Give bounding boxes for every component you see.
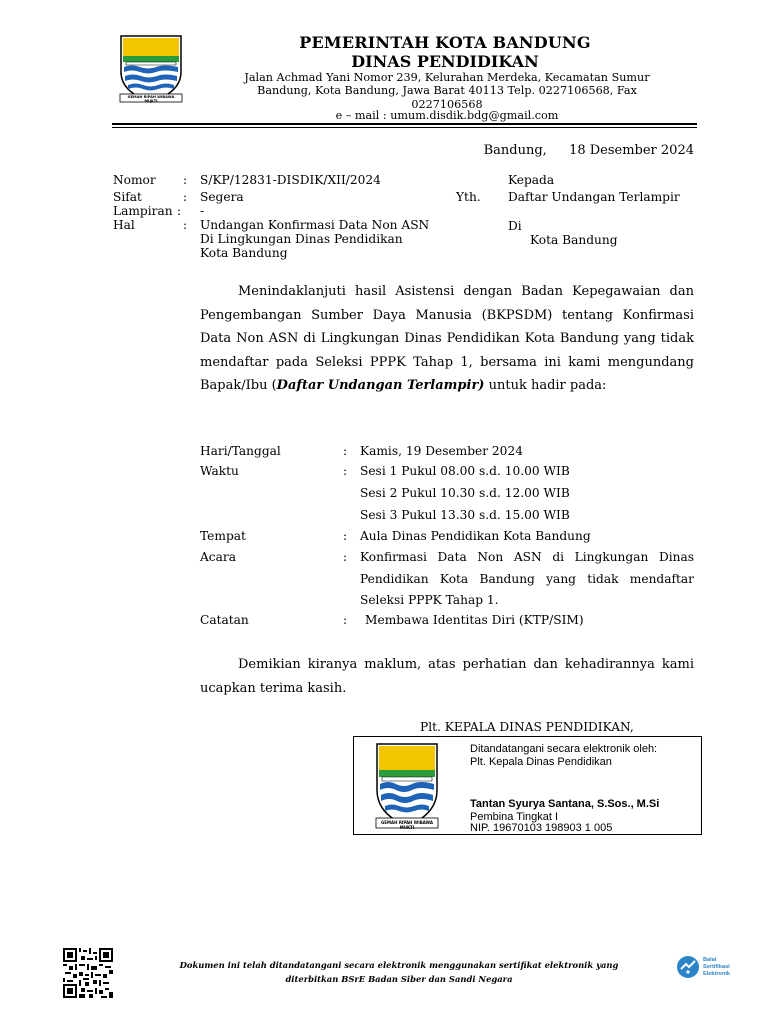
lampiran-colon: : [177,204,182,218]
city-emblem-header [118,34,184,104]
recipient-name: Daftar Undangan Terlampir [508,190,680,204]
address-line-2: Bandung, Kota Bandung, Jawa Barat 40113 Telp. 0227106568, Fax [257,84,637,98]
city-emblem-signature [374,742,440,830]
waktu-label: Waktu [200,464,239,478]
hal-line-3: Kota Bandung [200,246,288,260]
letter-date [460,143,694,158]
address-line-1: Jalan Achmad Yani Nomor 239, Kelurahan Merdeka, Kecamatan Sumur [244,71,650,84]
nomor-colon: : [183,173,188,187]
bsre-logo-icon [676,955,700,983]
government-name: PEMERINTAH KOTA BANDUNG [299,33,591,52]
nomor-label: Nomor [113,173,156,187]
sifat-label: Sifat [113,190,142,204]
recipient-city: Kota Bandung [530,233,618,247]
signer-name: Tantan Syurya Santana, S.Sos., M.Si [470,798,660,810]
hari-value: Kamis, 19 Desember 2024 [360,444,523,458]
lampiran-value: - [200,204,205,218]
recipient-kepada: Kepada [508,173,555,187]
qr-code [63,948,113,998]
signer-role: Plt. Kepala Dinas Pendidikan [470,756,612,768]
session-3: Sesi 3 Pukul 13.30 s.d. 15.00 WIB [360,508,570,522]
hal-colon: : [183,218,188,232]
nomor-value: S/KP/12831-DISDIK/XII/2024 [200,173,381,187]
catatan-colon: : [343,613,348,627]
waktu-colon: : [343,464,348,478]
electronic-signature-box [353,736,702,835]
bsre-line-3: Elektronik [703,971,731,977]
tempat-label: Tempat [200,529,246,543]
bsre-line-1: Balai [703,957,717,963]
lampiran-label: Lampiran [113,204,173,218]
opening-emphasis: Daftar Undangan Terlampir) [276,378,485,393]
hari-colon: : [343,444,348,458]
opening-end: untuk hadir pada: [484,378,607,393]
date-value: 18 Desember 2024 [569,143,694,158]
hal-label: Hal [113,218,135,232]
opening-paragraph [200,280,694,398]
tempat-colon: : [343,529,348,543]
opening-text: Menindaklanjuti hasil Asistensi dengan Badan Kepegawaian dan Pengembangan Sumber Daya Manusia (BKPSDM) tentang Konfirmasi Data Non ASN di Lingkungan Dinas Pendidikan Kota Bandung yang tidak mendaftar pada Seleksi PPPK Tahap 1, bersama ini kami mengundang Bapak/Ibu ( [200,284,694,393]
recipient-di: Di [508,219,522,233]
signatory-position: Plt. KEPALA DINAS PENDIDIKAN, [420,720,634,734]
emblem-motto-signature: GEMAH RIPAH WIBAWA MUKTI [381,820,433,830]
acara-value: Konfirmasi Data Non ASN di Lingkungan Dinas Pendidikan Kota Bandung yang tidak mendaftar Seleksi PPPK Tahap 1. [360,550,694,607]
signer-nip: NIP. 19670103 198903 1 005 [470,822,613,834]
agency-name: DINAS PENDIDIKAN [351,52,539,71]
office-email: e – mail : umum.disdik.bdg@gmail.com [335,109,559,122]
bsre-label [703,957,730,978]
hal-line-1: Undangan Konfirmasi Data Non ASN [200,218,430,232]
closing-text: Demikian kiranya maklum, atas perhatian dan kehadirannya kami ucapkan terima kasih. [200,657,694,696]
hari-label: Hari/Tanggal [200,444,281,458]
footer-line-2: diterbitkan BSrE Badan Siber dan Sandi Negara [285,974,513,984]
sifat-colon: : [183,190,188,204]
signed-by-label: Ditandatangani secara elektronik oleh: [470,743,658,755]
tempat-value: Aula Dinas Pendidikan Kota Bandung [360,529,591,543]
date-place: Bandung, [483,143,547,158]
bsre-line-2: Sertifikasi [703,964,730,970]
sifat-value: Segera [200,190,244,204]
hal-line-2: Di Lingkungan Dinas Pendidikan [200,232,403,246]
catatan-label: Catatan [200,613,249,627]
catatan-value: Membawa Identitas Diri (KTP/SIM) [365,613,584,627]
session-1: Sesi 1 Pukul 08.00 s.d. 10.00 WIB [360,464,570,478]
letterhead-rule-thick [112,123,697,125]
e-signature-footer-note [150,958,648,986]
acara-label: Acara [200,550,236,564]
office-address [214,71,680,111]
emblem-motto: GEMAH RIPAH WIBAWA MUKTI [127,95,175,103]
recipient-yth: Yth. [456,190,481,204]
address-line-3: 0227106568 [411,97,483,111]
signer-rank: Pembina Tingkat I [470,811,559,823]
acara-colon: : [343,550,348,564]
closing-paragraph [200,653,694,700]
session-2: Sesi 2 Pukul 10.30 s.d. 12.00 WIB [360,486,570,500]
footer-line-1: Dokumen ini telah ditandatangani secara elektronik menggunakan sertifikat elektronik yang [179,960,619,970]
letterhead-rule-thin [112,127,697,128]
